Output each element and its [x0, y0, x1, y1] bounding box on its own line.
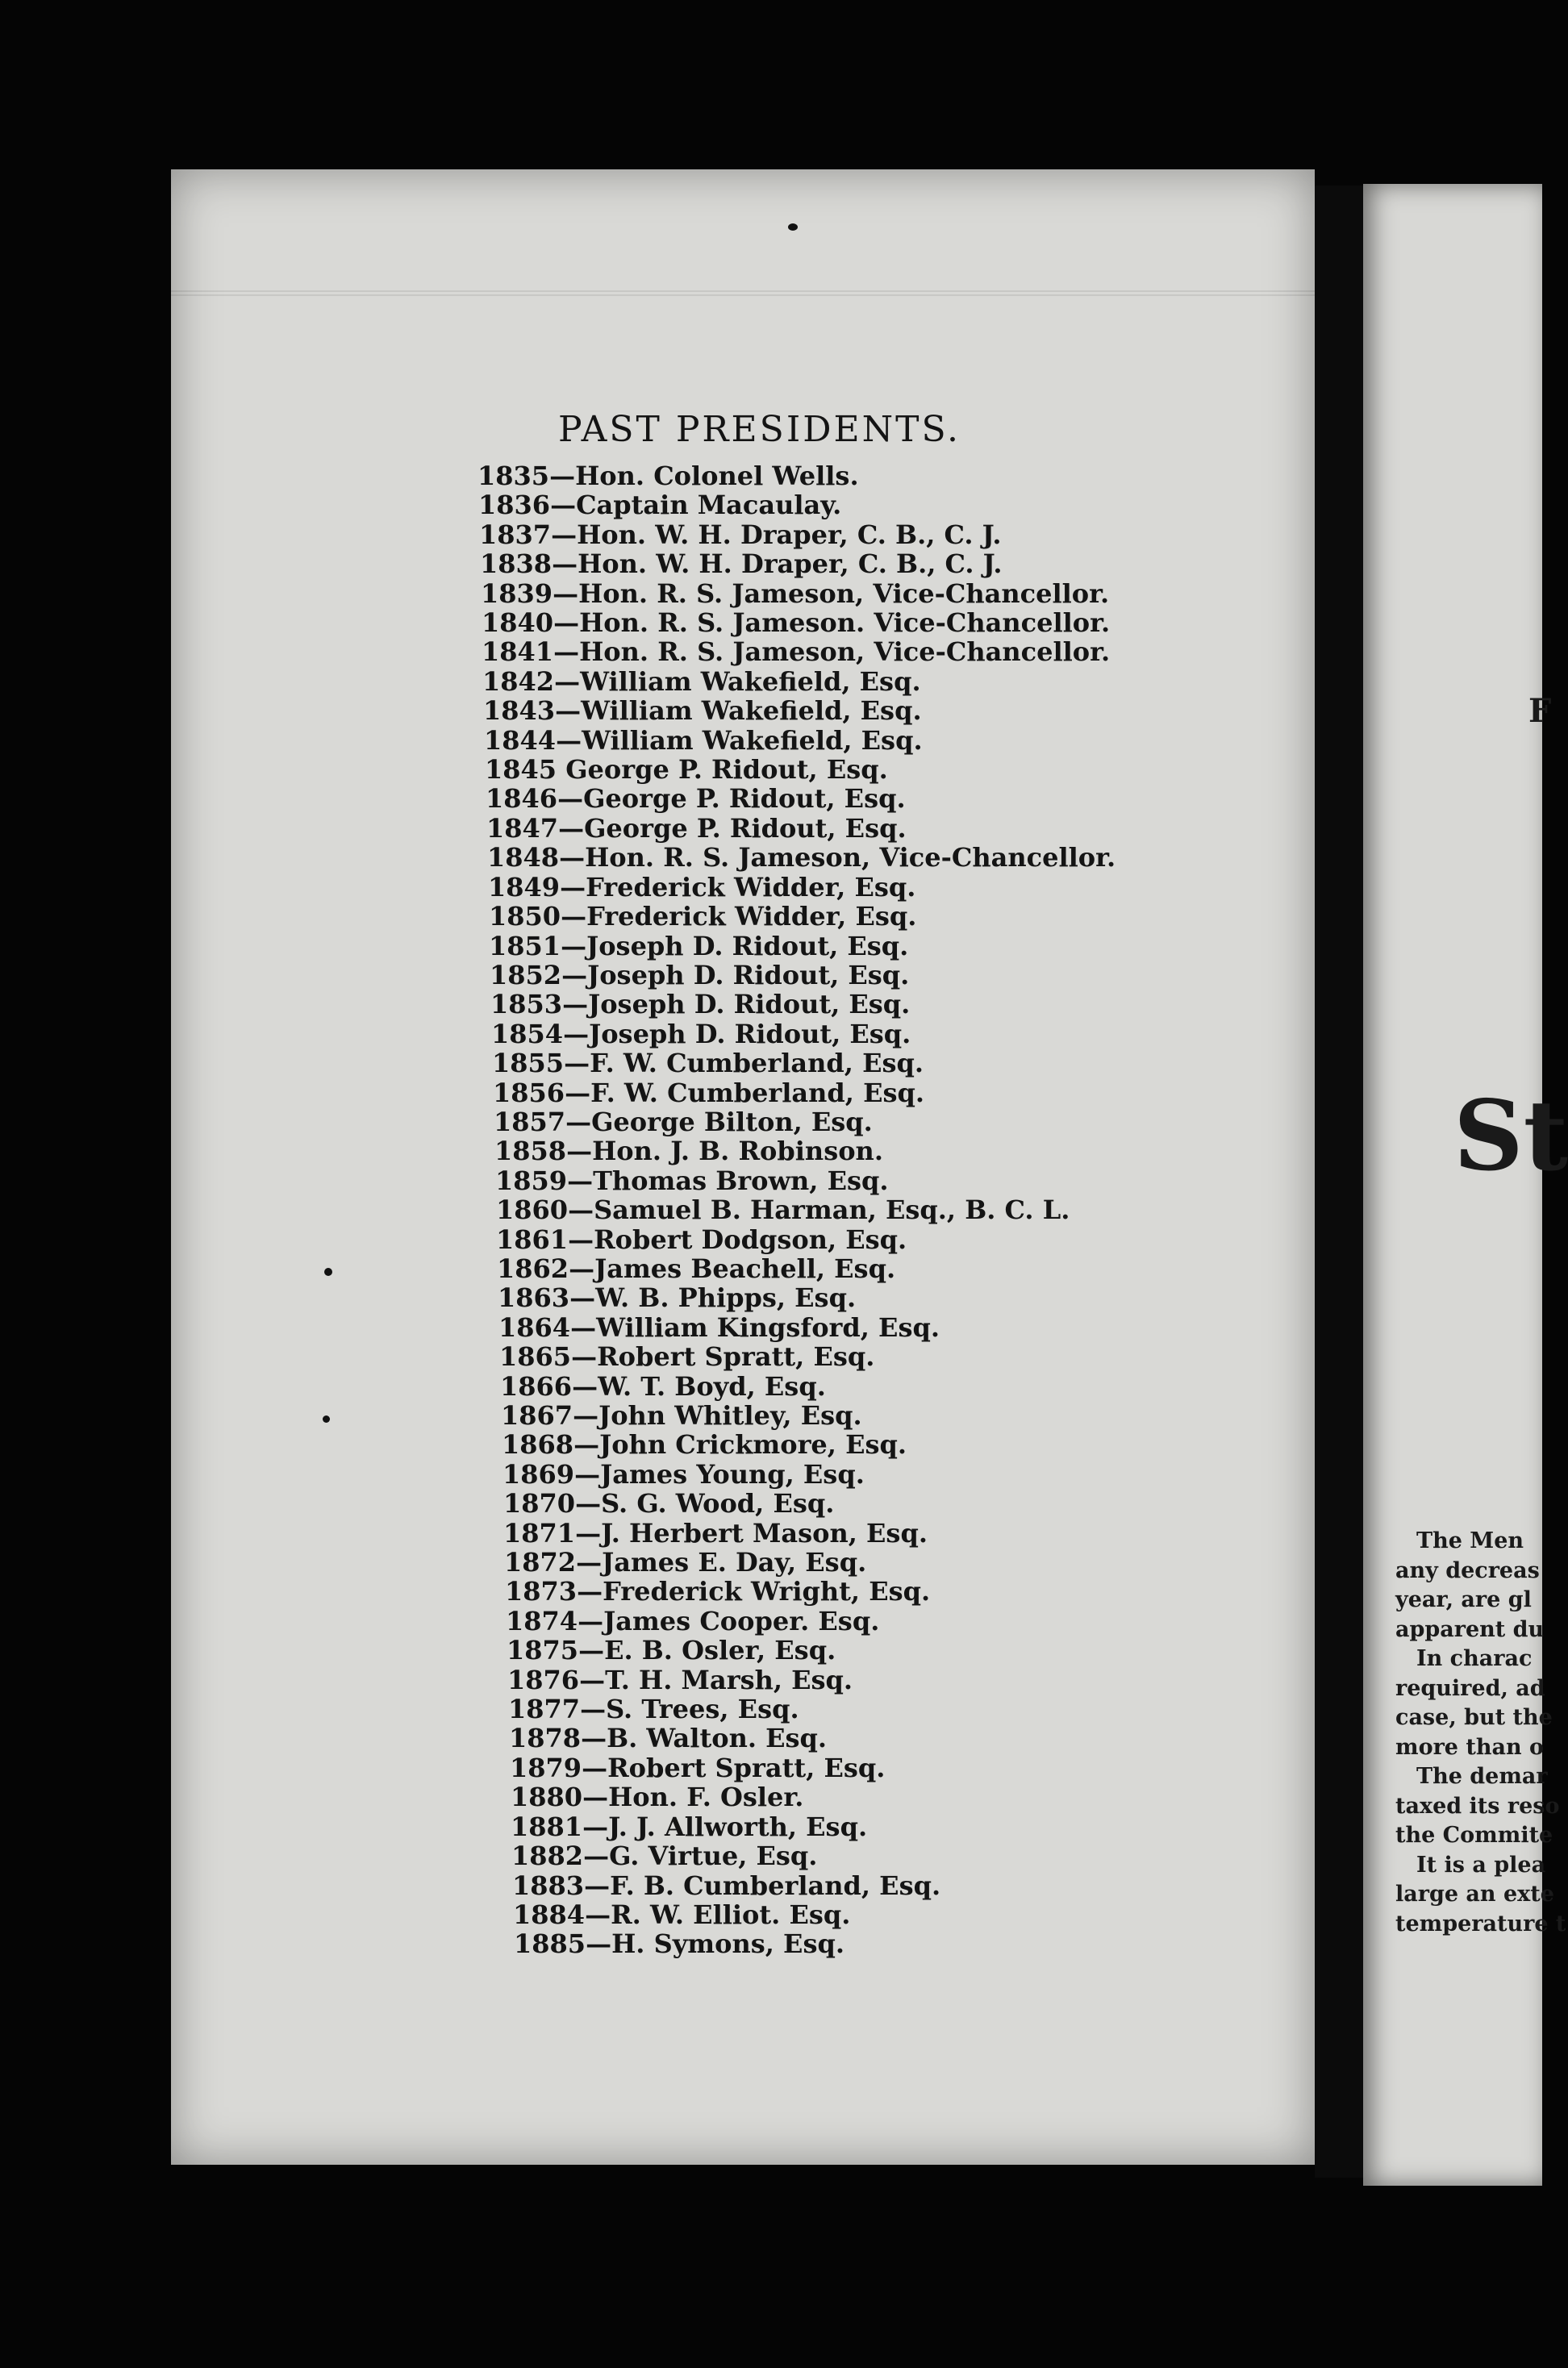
president-entry: 1860—Samuel B. Harman, Esq., B. C. L.: [496, 1194, 1070, 1226]
paragraph-line: the Commite: [1395, 1823, 1553, 1848]
president-entry: 1877—S. Trees, Esq.: [508, 1694, 799, 1725]
ink-speck: [324, 1268, 332, 1276]
president-entry: 1875—E. B. Osler, Esq.: [507, 1635, 836, 1666]
president-entry: 1849—Frederick Widder, Esq.: [488, 871, 916, 903]
president-entry: 1854—Joseph D. Ridout, Esq.: [491, 1018, 911, 1049]
paragraph-line: case, but the: [1395, 1705, 1553, 1730]
paragraph-line: In charac: [1416, 1646, 1533, 1671]
past-presidents-list: [477, 461, 1116, 1959]
paragraph-line: more than o: [1395, 1734, 1545, 1760]
president-entry: 1859—Thomas Brown, Esq.: [495, 1165, 889, 1196]
president-entry: 1847—George P. Ridout, Esq.: [486, 812, 907, 844]
president-entry: 1842—William Wakefield, Esq.: [482, 665, 921, 697]
president-entry: 1873—Frederick Wright, Esq.: [505, 1576, 931, 1607]
president-entry: 1861—Robert Dodgson, Esq.: [496, 1224, 907, 1255]
paragraph-line: taxed its reso: [1395, 1793, 1560, 1819]
president-entry: 1848—Hon. R. S. Jameson, Vice-Chancellor.: [487, 842, 1116, 873]
president-entry: 1845 George P. Ridout, Esq.: [485, 754, 888, 786]
president-entry: 1851—Joseph D. Ridout, Esq.: [489, 930, 909, 961]
president-entry: 1870—S. G. Wood, Esq.: [503, 1488, 835, 1520]
paragraph-line: The Men: [1416, 1528, 1524, 1553]
left-page: [171, 169, 1315, 2165]
president-entry: 1844—William Wakefield, Esq.: [484, 724, 923, 756]
paragraph-line: any decreas: [1395, 1557, 1540, 1583]
president-entry: 1840—Hon. R. S. Jameson. Vice-Chancellor.: [482, 607, 1111, 639]
president-entry: 1835—Hon. Colonel Wells.: [477, 461, 859, 491]
president-entry: 1878—B. Walton. Esq.: [509, 1723, 828, 1754]
page-title: PAST PRESIDENTS.: [558, 409, 961, 450]
president-entry: 1843—William Wakefield, Esq.: [483, 695, 922, 727]
president-entry: 1855—F. W. Cumberland, Esq.: [492, 1048, 924, 1079]
president-entry: 1868—John Crickmore, Esq.: [502, 1429, 907, 1461]
president-entry: 1885—H. Symons, Esq.: [514, 1928, 844, 1960]
president-entry: 1865—Robert Spratt, Esq.: [499, 1341, 875, 1373]
president-entry: 1839—Hon. R. S. Jameson, Vice-Chancellor.: [481, 577, 1110, 609]
president-entry: 1879—Robert Spratt, Esq.: [510, 1752, 886, 1783]
president-entry: 1871—J. Herbert Mason, Esq.: [503, 1517, 928, 1549]
president-entry: 1841—Hon. R. S. Jameson, Vice-Chancellor.: [482, 636, 1111, 668]
right-page-paragraph: [1395, 1527, 1566, 1939]
president-entry: 1884—R. W. Elliot. Esq.: [513, 1899, 851, 1930]
president-entry: 1872—James E. Day, Esq.: [504, 1547, 867, 1578]
right-page-letter: F: [1528, 692, 1552, 730]
president-entry: 1850—Frederick Widder, Esq.: [489, 901, 917, 932]
president-entry: 1874—James Cooper. Esq.: [506, 1605, 880, 1636]
president-entry: 1838—Hon. W. H. Draper, C. B., C. J.: [480, 548, 1003, 580]
president-entry: 1866—W. T. Boyd, Esq.: [500, 1370, 826, 1402]
ink-speck: [323, 1415, 330, 1423]
president-entry: 1876—T. H. Marsh, Esq.: [507, 1664, 853, 1695]
president-entry: 1863—W. B. Phipps, Esq.: [498, 1282, 857, 1314]
page-rule: [171, 294, 1315, 296]
right-page-heading: St: [1453, 1079, 1568, 1193]
paragraph-line: temperature t: [1395, 1911, 1566, 1937]
paragraph-line: apparent du: [1395, 1616, 1545, 1642]
paragraph-line: large an exte: [1395, 1882, 1554, 1907]
president-entry: 1867—John Whitley, Esq.: [501, 1400, 862, 1431]
president-entry: 1862—James Beachell, Esq.: [497, 1253, 896, 1284]
president-entry: 1882—G. Virtue, Esq.: [511, 1841, 818, 1872]
page-rule: [171, 290, 1315, 292]
president-entry: 1853—Joseph D. Ridout, Esq.: [490, 989, 911, 1020]
book-gutter: [1315, 186, 1363, 2178]
paragraph-line: year, are gl: [1395, 1587, 1532, 1612]
president-entry: 1836—Captain Macaulay.: [478, 490, 842, 521]
ink-speck: [788, 223, 798, 231]
president-entry: 1881—J. J. Allworth, Esq.: [511, 1811, 868, 1842]
right-page: [1363, 184, 1568, 2186]
president-entry: 1858—Hon. J. B. Robinson.: [494, 1136, 883, 1167]
paragraph-line: The demar: [1416, 1764, 1548, 1789]
president-entry: 1869—James Young, Esq.: [503, 1458, 865, 1490]
president-entry: 1852—Joseph D. Ridout, Esq.: [490, 959, 910, 990]
president-entry: 1837—Hon. W. H. Draper, C. B., C. J.: [479, 519, 1002, 550]
president-entry: 1856—F. W. Cumberland, Esq.: [493, 1077, 924, 1108]
paragraph-line: required, ad: [1395, 1675, 1545, 1701]
president-entry: 1857—George Bilton, Esq.: [494, 1106, 873, 1137]
paragraph-line: It is a plea: [1416, 1852, 1546, 1878]
president-entry: 1846—George P. Ridout, Esq.: [486, 783, 906, 815]
president-entry: 1880—Hon. F. Osler.: [511, 1782, 804, 1813]
president-entry: 1883—F. B. Cumberland, Esq.: [512, 1870, 941, 1901]
president-entry: 1864—William Kingsford, Esq.: [498, 1311, 940, 1343]
